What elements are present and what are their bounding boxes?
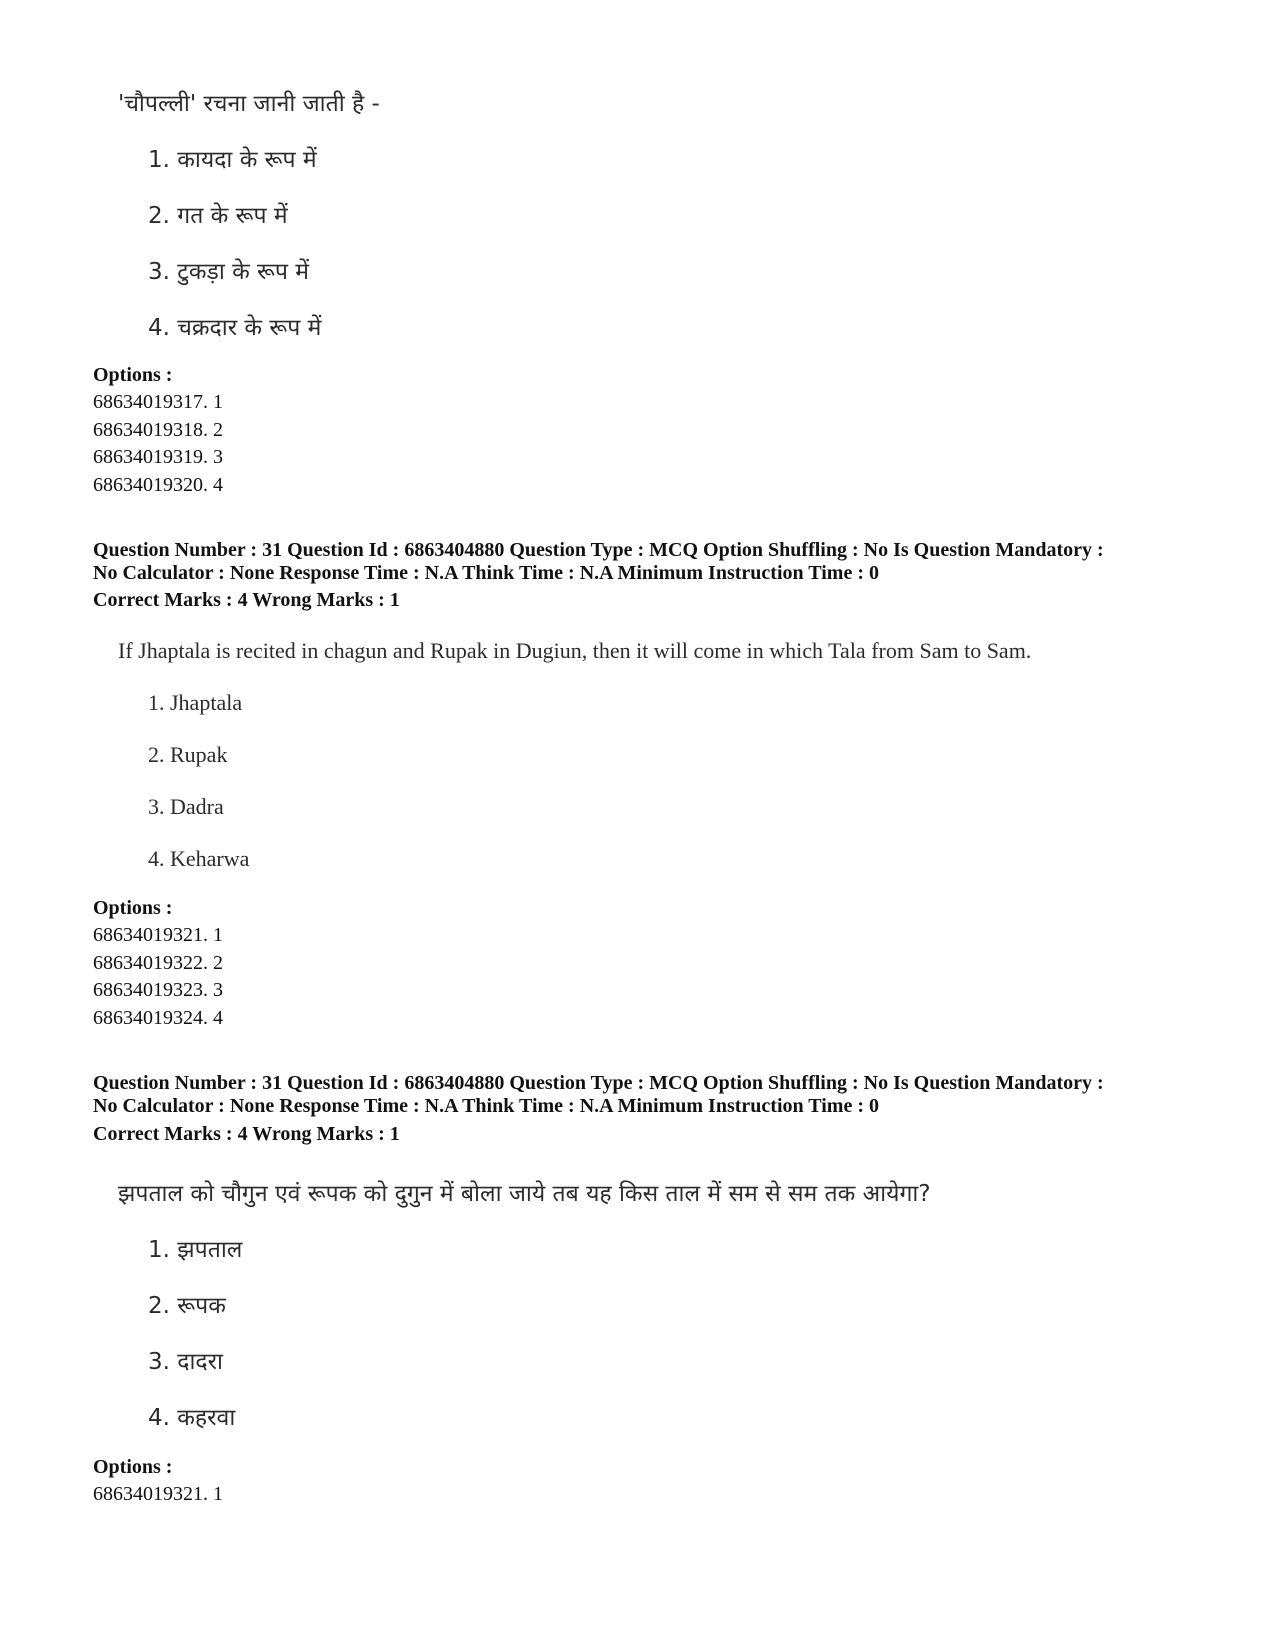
question-meta-line-1: Question Number : 31 Question Id : 6863404880 Question Type : MCQ Option Shuffling : No Is Question Mandatory : — [93, 1072, 1104, 1094]
choice-4: 4. Keharwa — [148, 846, 250, 871]
question-text: झपताल को चौगुन एवं रूपक को दुगुन में बोला जाये तब यह किस ताल में सम से सम तक आयेगा? — [118, 1181, 931, 1207]
choice-3: 3. टुकड़ा के रूप में — [148, 259, 310, 285]
choice-3: 3. दादरा — [148, 1349, 224, 1375]
options-label: Options : — [93, 1456, 173, 1478]
option-id-4: 68634019324. 4 — [93, 1007, 223, 1029]
option-id-3: 68634019323. 3 — [93, 979, 223, 1001]
question-marks: Correct Marks : 4 Wrong Marks : 1 — [93, 589, 400, 611]
question-meta-line-2: No Calculator : None Response Time : N.A Think Time : N.A Minimum Instruction Time : 0 — [93, 562, 879, 584]
choice-2: 2. रूपक — [148, 1293, 226, 1319]
choice-2: 2. Rupak — [148, 742, 228, 767]
choice-4: 4. कहरवा — [148, 1405, 236, 1431]
question-meta-line-1: Question Number : 31 Question Id : 6863404880 Question Type : MCQ Option Shuffling : No Is Question Mandatory : — [93, 539, 1104, 561]
option-id-4: 68634019320. 4 — [93, 474, 223, 496]
question-meta-line-2: No Calculator : None Response Time : N.A Think Time : N.A Minimum Instruction Time : 0 — [93, 1095, 879, 1117]
option-id-1: 68634019321. 1 — [93, 1483, 223, 1505]
option-id-1: 68634019321. 1 — [93, 924, 223, 946]
question-text: 'चौपल्ली' रचना जानी जाती है - — [118, 91, 380, 117]
options-label: Options : — [93, 364, 173, 386]
question-text: If Jhaptala is recited in chagun and Rupak in Dugiun, then it will come in which Tala from Sam to Sam. — [118, 638, 1032, 663]
question-marks: Correct Marks : 4 Wrong Marks : 1 — [93, 1123, 400, 1145]
option-id-2: 68634019322. 2 — [93, 952, 223, 974]
choice-3: 3. Dadra — [148, 794, 224, 819]
option-id-2: 68634019318. 2 — [93, 419, 223, 441]
options-label: Options : — [93, 897, 173, 919]
choice-2: 2. गत के रूप में — [148, 203, 288, 229]
choice-1: 1. कायदा के रूप में — [148, 147, 317, 173]
option-id-1: 68634019317. 1 — [93, 391, 223, 413]
option-id-3: 68634019319. 3 — [93, 446, 223, 468]
choice-1: 1. झपताल — [148, 1237, 243, 1263]
choice-4: 4. चक्रदार के रूप में — [148, 315, 322, 341]
choice-1: 1. Jhaptala — [148, 690, 243, 715]
